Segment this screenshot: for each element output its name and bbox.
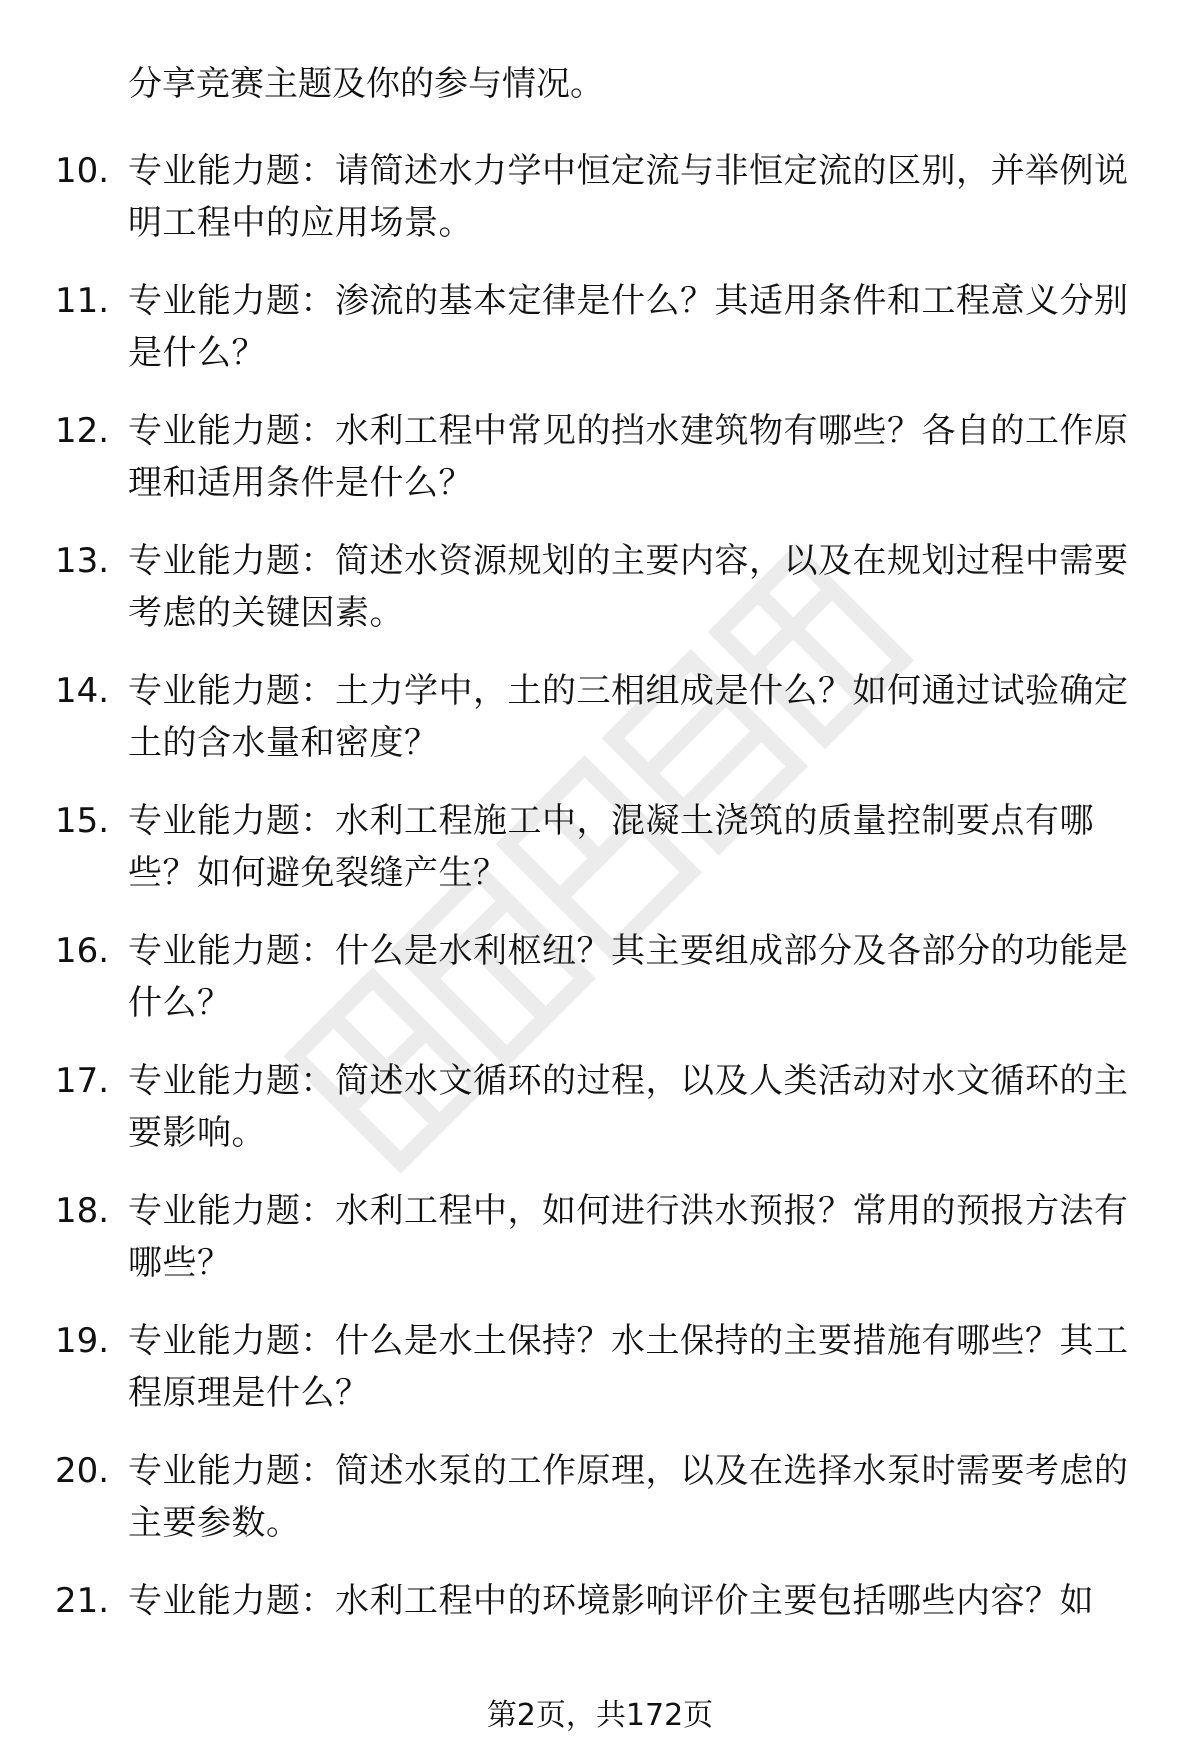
question-text: 专业能力题：水利工程施工中，混凝土浇筑的质量控制要点有哪些？如何避免裂缝产生？: [128, 801, 1094, 893]
question-text: 专业能力题：土力学中，土的三相组成是什么？如何通过试验确定土的含水量和密度？: [128, 671, 1129, 763]
question-number: 20.: [55, 1451, 110, 1491]
question-number: 16.: [55, 931, 110, 971]
list-item: [0, 145, 1200, 275]
question-text: 专业能力题：水利工程中的环境影响评价主要包括哪些内容？如: [128, 1581, 1094, 1621]
question-text: 专业能力题：什么是水利枢纽？其主要组成部分及各部分的功能是什么？: [128, 931, 1129, 1023]
list-item: [0, 275, 1200, 405]
list-item: [0, 665, 1200, 795]
question-text: 专业能力题：简述水文循环的过程，以及人类活动对水文循环的主要影响。: [128, 1061, 1129, 1153]
question-number: 12.: [55, 411, 110, 451]
question-text: 专业能力题：水利工程中，如何进行洪水预报？常用的预报方法有哪些？: [128, 1191, 1129, 1283]
list-item: [0, 1575, 1200, 1705]
page-footer: 第2页，共172页: [486, 1698, 714, 1733]
question-list: [0, 145, 1200, 1705]
question-text: 专业能力题：简述水资源规划的主要内容，以及在规划过程中需要考虑的关键因素。: [128, 541, 1129, 633]
question-number: 14.: [55, 671, 110, 711]
list-item: [0, 1185, 1200, 1315]
question-number: 15.: [55, 801, 110, 841]
question-number: 11.: [55, 281, 110, 321]
question-number: 17.: [55, 1061, 110, 1101]
question-text: 专业能力题：水利工程中常见的挡水建筑物有哪些？各自的工作原理和适用条件是什么？: [128, 411, 1129, 503]
question-number: 21.: [55, 1581, 110, 1621]
list-item: [0, 1445, 1200, 1575]
list-item: [0, 405, 1200, 535]
question-text: 专业能力题：渗流的基本定律是什么？其适用条件和工程意义分别是什么？: [128, 281, 1129, 373]
question-text: 专业能力题：简述水泵的工作原理，以及在选择水泵时需要考虑的主要参数。: [128, 1451, 1129, 1543]
list-item: [0, 535, 1200, 665]
question-number: 18.: [55, 1191, 110, 1231]
question-text: 专业能力题：请简述水力学中恒定流与非恒定流的区别，并举例说明工程中的应用场景。: [128, 151, 1129, 243]
list-item: [0, 1055, 1200, 1185]
continued-line: 分享竞赛主题及你的参与情况。: [128, 64, 604, 104]
list-item: [0, 795, 1200, 925]
question-number: 13.: [55, 541, 110, 581]
list-item: [0, 1315, 1200, 1445]
question-text: 专业能力题：什么是水土保持？水土保持的主要措施有哪些？其工程原理是什么？: [128, 1321, 1129, 1413]
question-number: 10.: [55, 151, 110, 191]
list-item: [0, 925, 1200, 1055]
question-number: 19.: [55, 1321, 110, 1361]
